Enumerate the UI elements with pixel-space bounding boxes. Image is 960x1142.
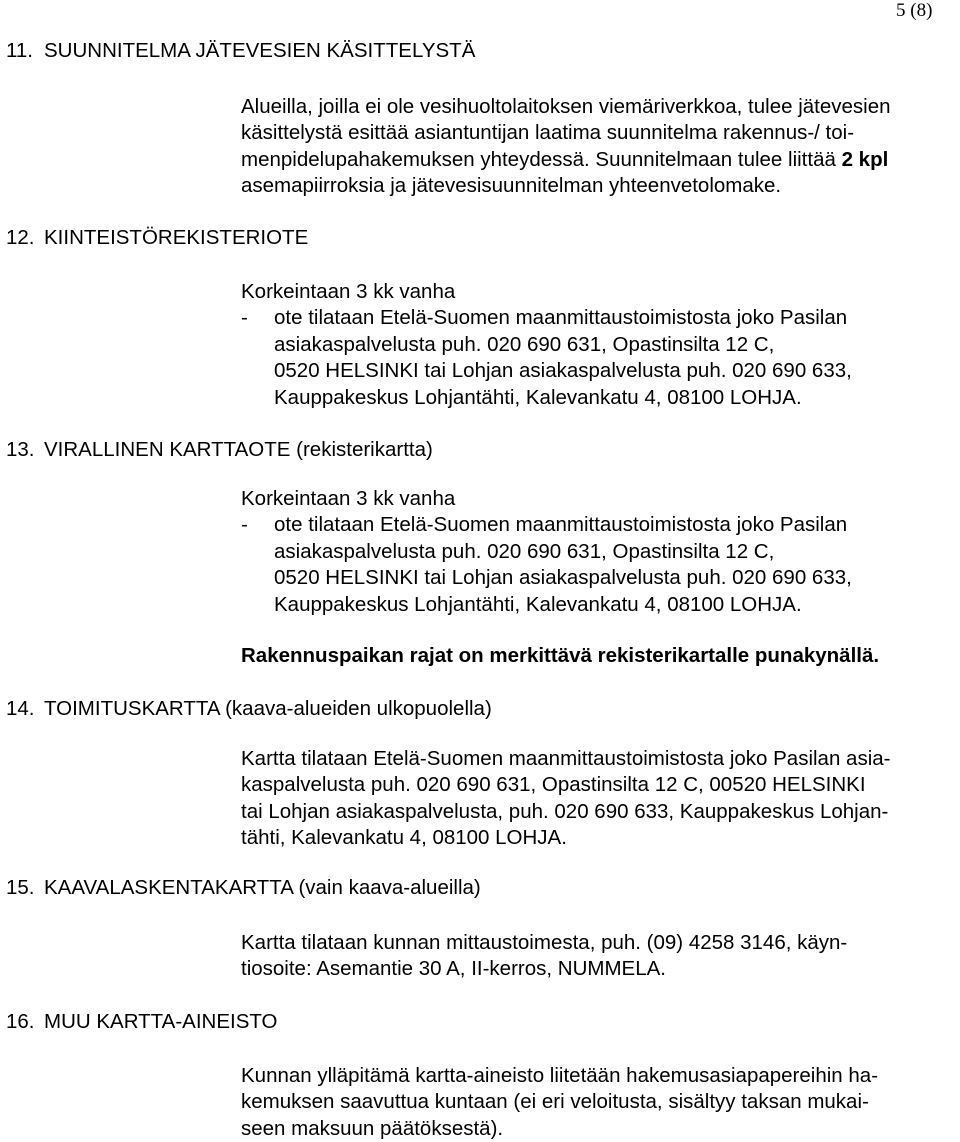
list-item-continuation: Kauppakeskus Lohjantähti, Kalevankatu 4, 08100 LOHJA. <box>274 592 802 616</box>
section-14-heading <box>6 697 492 721</box>
paragraph-line: kaspalvelusta puh. 020 690 631, Opastinsilta 12 C, 00520 HELSINKI <box>241 773 866 797</box>
section-16-heading <box>6 1010 278 1034</box>
section-title: KIINTEISTÖREKISTERIOTE <box>44 226 309 249</box>
paragraph-line: tiosoite: Asemantie 30 A, II-kerros, NUMMELA. <box>241 957 666 981</box>
section-number: 16. <box>6 1010 35 1033</box>
list-item-continuation: 0520 HELSINKI tai Lohjan asiakaspalvelusta puh. 020 690 633, <box>274 566 852 590</box>
section-title: MUU KARTTA-AINEISTO <box>44 1010 278 1033</box>
list-item-text: ote tilataan Etelä-Suomen maanmittaustoimistosta joko Pasilan <box>274 513 848 537</box>
section-13-body <box>241 486 852 618</box>
section-11-body <box>241 94 891 200</box>
paragraph-line: tähti, Kalevankatu 4, 08100 LOHJA. <box>241 826 567 850</box>
list-item-continuation: asiakaspalvelusta puh. 020 690 631, Opastinsilta 12 C, <box>274 539 775 563</box>
paragraph-line: kemuksen saavuttua kuntaan (ei eri veloitusta, sisältyy taksan mukai- <box>241 1090 869 1114</box>
paragraph-line: Kunnan ylläpitämä kartta-aineisto liitetään hakemusasiapapereihin ha- <box>241 1064 879 1087</box>
section-number: 13. <box>6 438 35 461</box>
validity-note: Korkeintaan 3 kk vanha <box>241 280 456 303</box>
list-item-text: ote tilataan Etelä-Suomen maanmittaustoimistosta joko Pasilan <box>274 306 848 330</box>
paragraph-line: seen maksuun päätöksestä). <box>241 1116 504 1140</box>
section-11-heading <box>6 39 475 63</box>
list-item-continuation: asiakaspalvelusta puh. 020 690 631, Opastinsilta 12 C, <box>274 332 775 356</box>
list-dash: - <box>241 513 248 537</box>
list-item <box>241 512 852 538</box>
section-number: 14. <box>6 697 35 720</box>
section-15-body <box>241 930 847 983</box>
list-item-continuation: Kauppakeskus Lohjantähti, Kalevankatu 4, 08100 LOHJA. <box>274 385 802 409</box>
section-12-heading <box>6 226 308 250</box>
section-15-heading <box>6 876 481 900</box>
paragraph-line: asemapiirroksia ja jätevesisuunnitelman yhteenvetolomake. <box>241 174 782 198</box>
paragraph-line <box>241 147 891 173</box>
section-title: KAAVALASKENTAKARTTA (vain kaava-alueilla) <box>44 876 481 899</box>
paragraph-line: Kartta tilataan Etelä-Suomen maanmittaustoimistosta joko Pasilan asia- <box>241 747 891 770</box>
section-number: 15. <box>6 876 35 899</box>
page-number: 5 (8) <box>896 0 933 21</box>
validity-note: Korkeintaan 3 kk vanha <box>241 487 456 510</box>
bold-emphasis: 2 kpl <box>841 147 889 171</box>
section-title: VIRALLINEN KARTTAOTE (rekisterikartta) <box>44 438 433 461</box>
section-number: 12. <box>6 226 35 249</box>
paragraph-line: Kartta tilataan kunnan mittaustoimesta, puh. (09) 4258 3146, käyn- <box>241 931 848 954</box>
list-item <box>241 305 852 331</box>
paragraph-line: tai Lohjan asiakaspalvelusta, puh. 020 690 633, Kauppakeskus Lohjan- <box>241 799 889 823</box>
paragraph-line: Alueilla, joilla ei ole vesihuoltolaitoksen viemäriverkkoa, tulee jätevesien <box>241 95 891 118</box>
section-title: SUUNNITELMA JÄTEVESIEN KÄSITTELYSTÄ <box>44 39 476 62</box>
list-item-continuation: 0520 HELSINKI tai Lohjan asiakaspalvelusta puh. 020 690 633, <box>274 359 852 383</box>
section-number: 11. <box>6 39 33 62</box>
section-12-body <box>241 279 852 411</box>
section-16-body <box>241 1063 878 1142</box>
paragraph-text: menpidelupahakemuksen yhteydessä. Suunnitelmaan tulee liittää <box>241 147 842 171</box>
section-13-note: Rakennuspaikan rajat on merkittävä rekisterikartalle punakynällä. <box>241 644 880 667</box>
section-title: TOIMITUSKARTTA (kaava-alueiden ulkopuolella) <box>44 697 492 720</box>
section-13-heading <box>6 438 433 462</box>
section-14-body <box>241 746 890 852</box>
list-dash: - <box>241 306 248 330</box>
paragraph-line: käsittelystä esittää asiantuntijan laatima suunnitelma rakennus-/ toi- <box>241 121 855 145</box>
